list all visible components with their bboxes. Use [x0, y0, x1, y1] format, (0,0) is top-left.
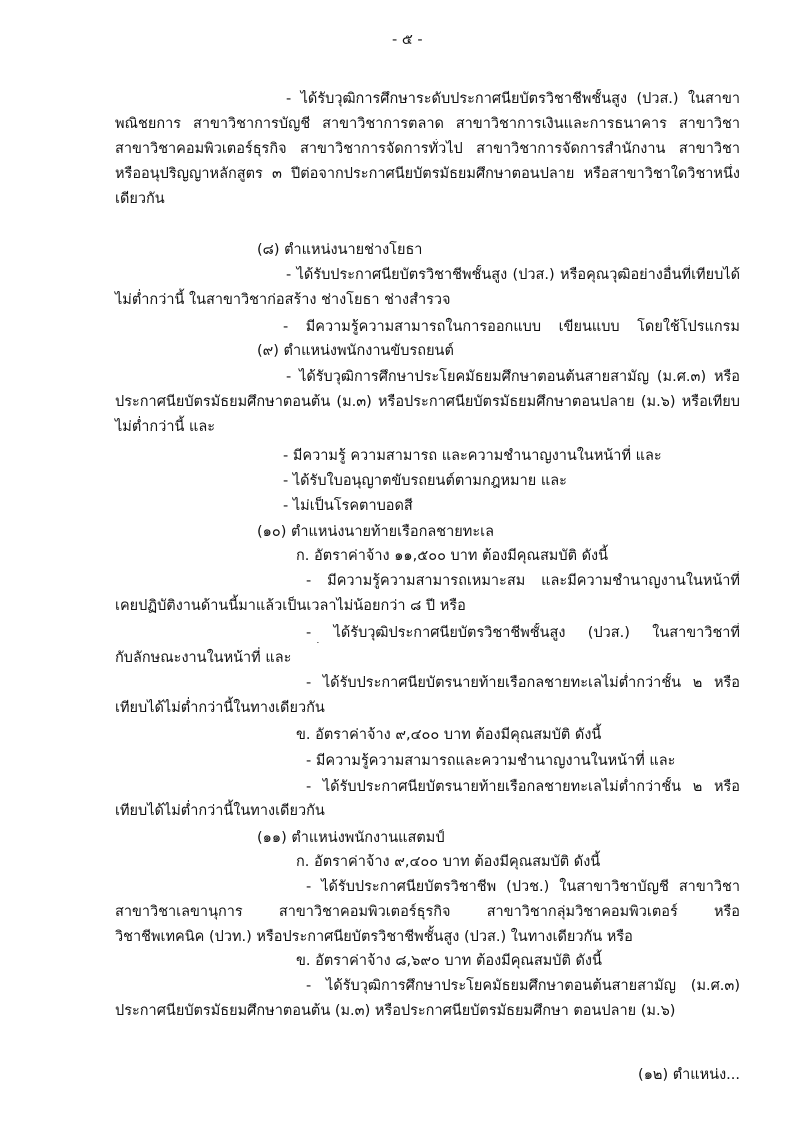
paragraph-line: - ได้รับวุฒิประกาศนียบัตรวิชาชีพชั้นสูง (ปวส.) ในสาขาวิชาที่ — [306, 625, 740, 641]
paragraph-line: - ได้รับวุฒิการศึกษาประโยคมัธยมศึกษาตอนต้นสายสามัญ (ม.ศ.๓) — [306, 978, 740, 994]
paragraph-line: เคยปฏิบัติงานด้านนี้มาแล้วเป็นเวลาไม่น้อยกว่า ๘ ปี หรือ — [115, 598, 466, 614]
paragraph-line: - ได้รับประกาศนียบัตรวิชาชีพ (ปวช.) ในสาขาวิชาบัญชี สาขาวิชา — [306, 879, 740, 895]
paragraph-line: ไม่ต่ำกว่านี้ ในสาขาวิชาก่อสร้าง ช่างโยธา ช่างสำรวจ — [115, 292, 451, 308]
rate-heading: ข. อัตราค่าจ้าง ๙,๔๐๐ บาท ต้องมีคุณสมบัติ ดังนี้ — [296, 727, 602, 743]
paragraph-line: ประกาศนียบัตรมัธยมศึกษาตอนต้น (ม.๓) หรือประกาศนียบัตรมัธยมศึกษา ตอนปลาย (ม.๖) — [115, 1003, 676, 1019]
paragraph-line: กับลักษณะงานในหน้าที่ และ — [115, 650, 292, 666]
bullet-line: - ไม่เป็นโรคตาบอดสี — [283, 498, 413, 514]
bullet-line: - ได้รับใบอนุญาตขับรถยนต์ตามกฎหมาย และ — [283, 473, 567, 489]
continuation-note: (๑๒) ตำแหน่ง... — [638, 1067, 740, 1083]
rate-heading: ก. อัตราค่าจ้าง ๙,๔๐๐ บาท ต้องมีคุณสมบัติ ดังนี้ — [296, 854, 601, 870]
rate-heading: ข. อัตราค่าจ้าง ๘,๖๙๐ บาท ต้องมีคุณสมบัติ ดังนี้ — [296, 953, 602, 969]
section-heading: (๑๐) ตำแหน่งนายท้ายเรือกลชายทะเล — [257, 524, 494, 540]
paragraph-line: - มีความรู้ความสามารถและความชำนาญงานในหน้าที่ และ — [306, 753, 676, 769]
paragraph-line: วิชาชีพเทคนิค (ปวท.) หรือประกาศนียบัตรวิชาชีพชั้นสูง (ปวส.) ในทางเดียวกัน หรือ — [115, 929, 633, 945]
section-heading: (๑๑) ตำแหน่งพนักงานแสตมป์ — [257, 830, 445, 846]
paragraph-line: - ได้รับประกาศนียบัตรนายท้ายเรือกลชายทะเลไม่ต่ำกว่าชั้น ๒ หรือ — [306, 675, 740, 691]
paragraph-line: เดียวกัน — [115, 191, 165, 207]
paragraph-line: ประกาศนียบัตรมัธยมศึกษาตอนต้น (ม.๓) หรือประกาศนียบัตรมัธยมศึกษาตอนปลาย (ม.๖) หรือเทียบ — [115, 394, 740, 410]
paragraph-line: สาขาวิชาเลขานุการ สาขาวิชาคอมพิวเตอร์ธุรกิจ สาขาวิชากลุ่มวิชาคอมพิวเตอร์ หรือ — [115, 904, 740, 920]
section-heading: (๙) ตำแหน่งพนักงานขับรถยนต์ — [257, 343, 454, 359]
paragraph-line: เทียบได้ไม่ต่ำกว่านี้ในทางเดียวกัน — [115, 803, 325, 819]
paragraph-line: - มีความรู้ความสามารถในการออกแบบ เขียนแบบ โดยใช้โปรแกรม — [283, 319, 740, 335]
paragraph-line: เทียบได้ไม่ต่ำกว่านี้ในทางเดียวกัน — [115, 700, 325, 716]
paragraph-line: สาขาวิชาคอมพิวเตอร์ธุรกิจ สาขาวิชาการจัดการทั่วไป สาขาวิชาการจัดการสำนักงาน สาขาวิชา — [115, 141, 740, 157]
paragraph-line: หรืออนุปริญญาหลักสูตร ๓ ปีต่อจากประกาศนียบัตรมัธยมศึกษาตอนปลาย หรือสาขาวิชาใดวิชาหนึ่ง — [115, 166, 740, 182]
rate-heading: ก. อัตราค่าจ้าง ๑๑,๕๐๐ บาท ต้องมีคุณสมบัติ ดังนี้ — [296, 548, 608, 564]
section-heading: (๘) ตำแหน่งนายช่างโยธา — [257, 242, 423, 258]
paragraph-line: พณิชยการ สาขาวิชาการบัญชี สาขาวิชาการตลาด สาขาวิชาการเงินและการธนาคาร สาขาวิชา — [115, 116, 740, 132]
paragraph-line: - ได้รับวุฒิการศึกษาประโยคมัธยมศึกษาตอนต้นสายสามัญ (ม.ศ.๓) หรือ — [286, 369, 740, 385]
paragraph-line: - ได้รับประกาศนียบัตรนายท้ายเรือกลชายทะเลไม่ต่ำกว่าชั้น ๒ หรือ — [306, 779, 740, 795]
page-number: - ๕ - — [392, 32, 423, 48]
paragraph-line: - ได้รับประกาศนียบัตรวิชาชีพชั้นสูง (ปวส.) หรือคุณวุฒิอย่างอื่นที่เทียบได้ — [286, 267, 740, 283]
bullet-line: - มีความรู้ ความสามารถ และความชำนาญงานในหน้าที่ และ — [283, 448, 662, 464]
paragraph-line: - มีความรู้ความสามารถเหมาะสม และมีความชำนาญงานในหน้าที่ — [306, 573, 740, 589]
paragraph-line: ไม่ต่ำกว่านี้ และ — [115, 419, 216, 435]
paragraph-line: - ได้รับวุฒิการศึกษาระดับประกาศนียบัตรวิชาชีพชั้นสูง (ปวส.) ในสาขา — [286, 91, 740, 107]
